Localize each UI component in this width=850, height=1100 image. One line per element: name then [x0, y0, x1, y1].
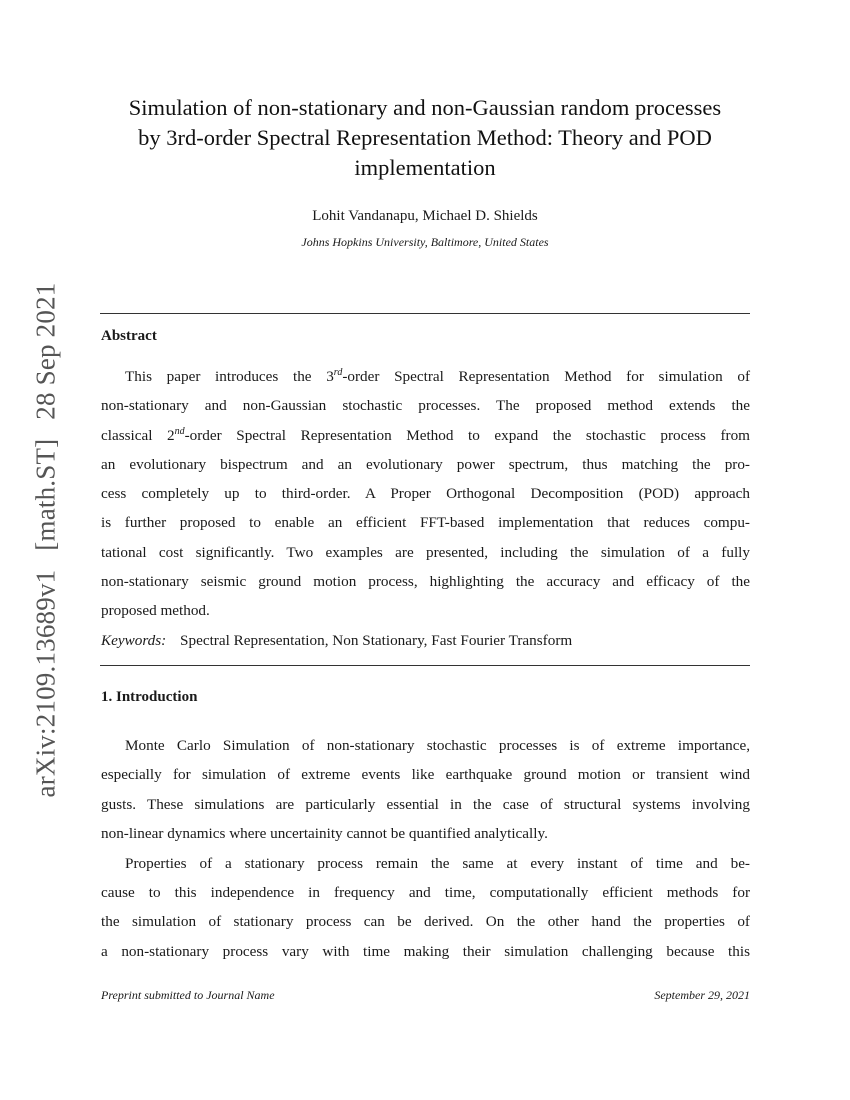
- keywords: [101, 632, 572, 650]
- arxiv-side-stamp: [31, 277, 62, 804]
- intro-line: non-linear dynamics where uncertainity cannot be quantified analytically.: [101, 825, 548, 843]
- intro-line: Properties of a stationary process remain the same at every instant of time and be-: [125, 854, 750, 872]
- abstract-line: an evolutionary bispectrum and an evolutionary power spectrum, thus matching the pro-: [101, 455, 750, 473]
- intro-line: especially for simulation of extreme events like earthquake ground motion or transient wind: [101, 766, 750, 784]
- keywords-label: Keywords:: [101, 632, 167, 649]
- abstract-heading: Abstract: [101, 328, 157, 344]
- footer-date: September 29, 2021: [654, 988, 750, 1002]
- abstract-line: classical 2nd-order Spectral Representation Method to expand the stochastic process from: [101, 425, 750, 444]
- abstract-body: [101, 362, 750, 626]
- bottom-rule: [100, 665, 750, 666]
- abstract-line: proposed method.: [101, 602, 210, 620]
- intro-line: a non-stationary process vary with time making their simulation challenging because this: [101, 942, 750, 960]
- arxiv-id: arXiv:2109.13689v1: [30, 569, 61, 798]
- paper-title: [100, 93, 750, 183]
- introduction-heading: 1. Introduction: [101, 689, 198, 705]
- arxiv-date: 28 Sep 2021: [30, 282, 61, 420]
- footer-preprint-note: Preprint submitted to Journal Name: [101, 988, 275, 1002]
- arxiv-category: [math.ST]: [30, 438, 61, 551]
- intro-line: gusts. These simulations are particularly essential in the case of structural systems involving: [101, 795, 750, 813]
- abstract-line: is further proposed to enable an efficient FFT-based implementation that reduces compu-: [101, 514, 750, 532]
- intro-line: Monte Carlo Simulation of non-stationary stochastic processes is of extreme importance,: [125, 737, 750, 754]
- abstract-line: non-stationary and non-Gaussian stochastic processes. The proposed method extends the: [101, 397, 750, 415]
- abstract-line: This paper introduces the 3rd-order Spectral Representation Method for simulation of: [125, 367, 750, 385]
- affiliation: Johns Hopkins University, Baltimore, United States: [301, 235, 549, 249]
- abstract-line: tational cost significantly. Two examples are presented, including the simulation of a fully: [101, 543, 750, 561]
- top-rule: [100, 313, 750, 314]
- abstract-line: cess completely up to third-order. A Proper Orthogonal Decomposition (POD) approach: [101, 485, 750, 503]
- title-line: by 3rd-order Spectral Representation Method: Theory and POD: [138, 125, 712, 150]
- keywords-value: Spectral Representation, Non Stationary, Fast Fourier Transform: [180, 632, 573, 649]
- title-line: implementation: [354, 155, 496, 180]
- introduction-body: [101, 731, 750, 966]
- title-line: Simulation of non-stationary and non-Gaussian random processes: [128, 95, 722, 120]
- authors: Lohit Vandanapu, Michael D. Shields: [312, 208, 538, 224]
- abstract-line: non-stationary seismic ground motion process, highlighting the accuracy and efficacy of the: [101, 573, 750, 591]
- intro-line: cause to this independence in frequency and time, computationally efficient methods for: [101, 883, 750, 901]
- intro-line: the simulation of stationary process can be derived. On the other hand the properties of: [101, 913, 750, 931]
